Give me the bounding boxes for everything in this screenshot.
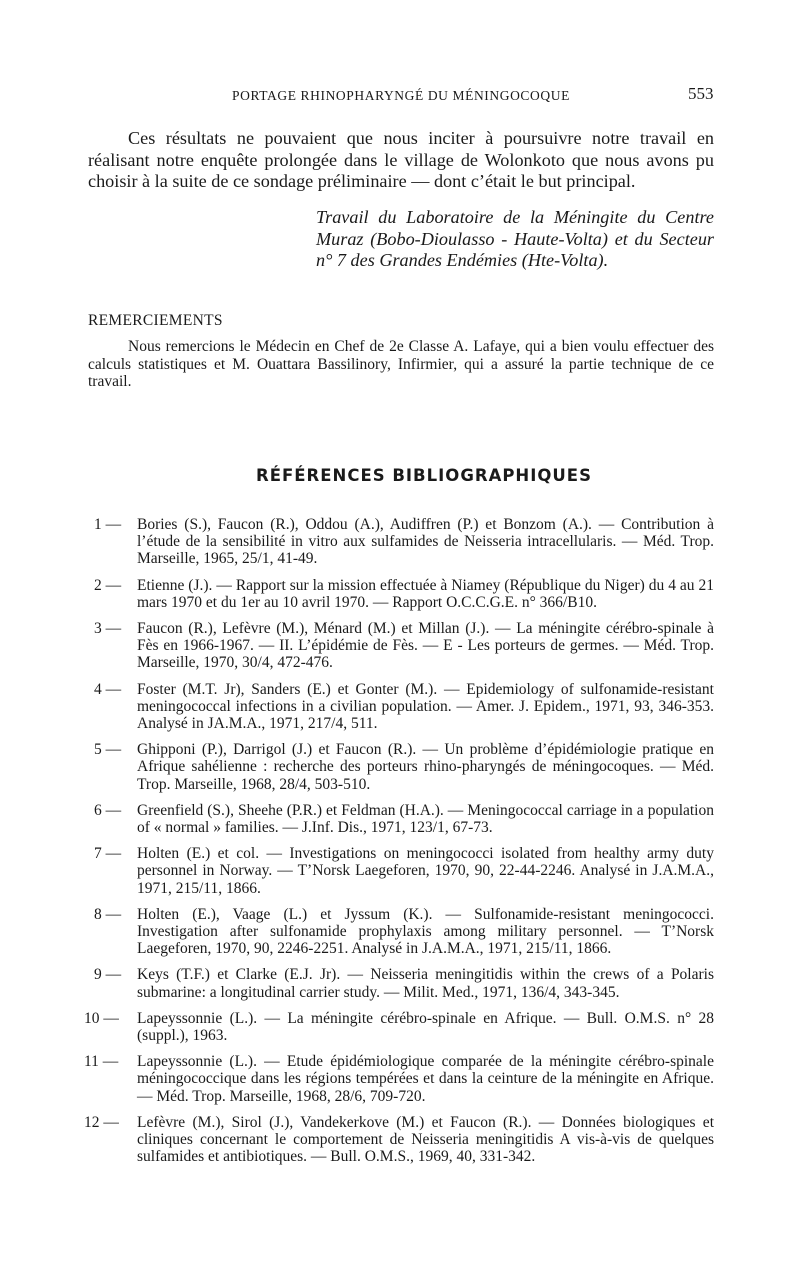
- references-title: RÉFÉRENCES BIBLIOGRAPHIQUES: [256, 466, 592, 485]
- reference-text: Lapeyssonnie (L.). — Etude épidémiologique comparée de la méningite cérébro-spinale méningococcique dans les régions tempérées et dans la ceinture de la méningite en Afrique. — Méd. Trop. Marseille, 1968, 28/6, 709-720.: [137, 1053, 714, 1105]
- reference-number: 11 —: [84, 1053, 119, 1071]
- references-list: [0, 516, 800, 1175]
- reference-item: [0, 1010, 800, 1044]
- intro-paragraph: Ces résultats ne pouvaient que nous inciter à poursuivre notre travail en réalisant notre enquête prolongée dans le village de Wolonkoto que nous avons pu choisir à la suite de ce sondage préliminaire — dont c’était le but principal.: [88, 128, 714, 191]
- reference-item: [0, 577, 800, 611]
- running-header: PORTAGE RHINOPHARYNGÉ DU MÉNINGOCOQUE: [232, 88, 570, 103]
- reference-item: [0, 620, 800, 672]
- reference-text: Faucon (R.), Lefèvre (M.), Ménard (M.) et Millan (J.). — La méningite cérébro-spinale à Fès en 1966-1967. — II. L’épidémie de Fès. — E - Les porteurs de germes. — Méd. Trop. Marseille, 1970, 30/4, 472-476.: [137, 620, 714, 672]
- reference-number: 3 —: [94, 620, 122, 638]
- reference-item: [0, 741, 800, 793]
- reference-number: 4 —: [94, 680, 122, 698]
- reference-number: 1 —: [94, 516, 122, 533]
- reference-text: Ghipponi (P.), Darrigol (J.) et Faucon (R.). — Un problème d’épidémiologie pratique en Afrique sahélienne : recherche des porteurs rhino-pharyngés de méningocoques. — Méd. Trop. Marseille, 1968, 28/4, 503-510.: [137, 741, 714, 793]
- reference-number: 6 —: [94, 801, 122, 819]
- reference-number: 10 —: [84, 1009, 119, 1027]
- acknowledgements-text: Nous remercions le Médecin en Chef de 2e Classe A. Lafaye, qui a bien voulu effectuer des calculs statistiques et M. Ouattara Bassilinory, Infirmier, qui a assuré la partie technique de ce travail.: [88, 338, 714, 390]
- reference-item: [0, 906, 800, 958]
- reference-number: 5 —: [94, 741, 122, 759]
- reference-text: Lefèvre (M.), Sirol (J.), Vandekerkove (M.) et Faucon (R.). — Données biologiques et cliniques concernant le comportement de Neisseria meningitidis A vis-à-vis de quelques sulfamides et antibiotiques. — Bull. O.M.S., 1969, 40, 331-342.: [137, 1113, 714, 1166]
- reference-text: Keys (T.F.) et Clarke (E.J. Jr). — Neisseria meningitidis within the crews of a Polaris submarine: a longitudinal carrier study. — Milit. Med., 1971, 136/4, 343-345.: [137, 966, 714, 1001]
- reference-text: Holten (E.) et col. — Investigations on meningococci isolated from healthy army duty personnel in Norway. — T’Norsk Laegeforen, 1970, 90, 22-44-2246. Analysé in J.A.M.A., 1971, 215/11, 1866.: [137, 845, 714, 897]
- page-number: 553: [688, 84, 714, 103]
- reference-number: 8 —: [94, 905, 122, 923]
- affiliation-note: Travail du Laboratoire de la Méningite du Centre Muraz (Bobo-Dioulasso - Haute-Volta) et du Secteur n° 7 des Grandes Endémies (Hte-Volta).: [316, 207, 714, 270]
- reference-item: [0, 966, 800, 1000]
- reference-text: Bories (S.), Faucon (R.), Oddou (A.), Audiffren (P.) et Bonzom (A.). — Contribution à l’étude de la sensibilité in vitro aux sulfamides de Neisseria intracellularis. — Méd. Trop. Marseille, 1965, 25/1, 41-49.: [137, 516, 714, 568]
- reference-text: Greenfield (S.), Sheehe (P.R.) et Feldman (H.A.). — Meningococcal carriage in a population of « normal » families. — J.Inf. Dis., 1971, 123/1, 67-73.: [137, 801, 714, 837]
- reference-number: 12 —: [84, 1113, 119, 1131]
- reference-item: [0, 845, 800, 897]
- reference-text: Etienne (J.). — Rapport sur la mission effectuée à Niamey (République du Niger) du 4 au 21 mars 1970 et du 1er au 10 avril 1970. — Rapport O.C.C.G.E. n° 366/B10.: [137, 576, 714, 611]
- reference-text: Holten (E.), Vaage (L.) et Jyssum (K.). — Sulfonamide-resistant meningococci. Investigation after sulfonamide prophylaxis among military personnel. — T’Norsk Laegeforen, 1970, 90, 2246-2251. Analysé in J.A.M.A., 1971, 215/11, 1866.: [137, 905, 714, 958]
- reference-item: [0, 516, 800, 568]
- reference-item: [0, 1114, 800, 1166]
- reference-text: Lapeyssonnie (L.). — La méningite cérébro-spinale en Afrique. — Bull. O.M.S. n° 28 (suppl.), 1963.: [137, 1009, 714, 1045]
- reference-text: Foster (M.T. Jr), Sanders (E.) et Gonter (M.). — Epidemiology of sulfonamide-resistant meningococcal infections in a civilian population. — Amer. J. Epidem., 1971, 93, 346-353. Analysé in JA.M.A., 1971, 217/4, 511.: [137, 680, 714, 733]
- reference-number: 9 —: [94, 966, 122, 984]
- reference-item: [0, 1053, 800, 1105]
- reference-item: [0, 681, 800, 733]
- reference-number: 7 —: [94, 845, 122, 863]
- reference-item: [0, 802, 800, 836]
- acknowledgements-title: REMERCIEMENTS: [88, 312, 223, 329]
- reference-number: 2 —: [94, 576, 122, 594]
